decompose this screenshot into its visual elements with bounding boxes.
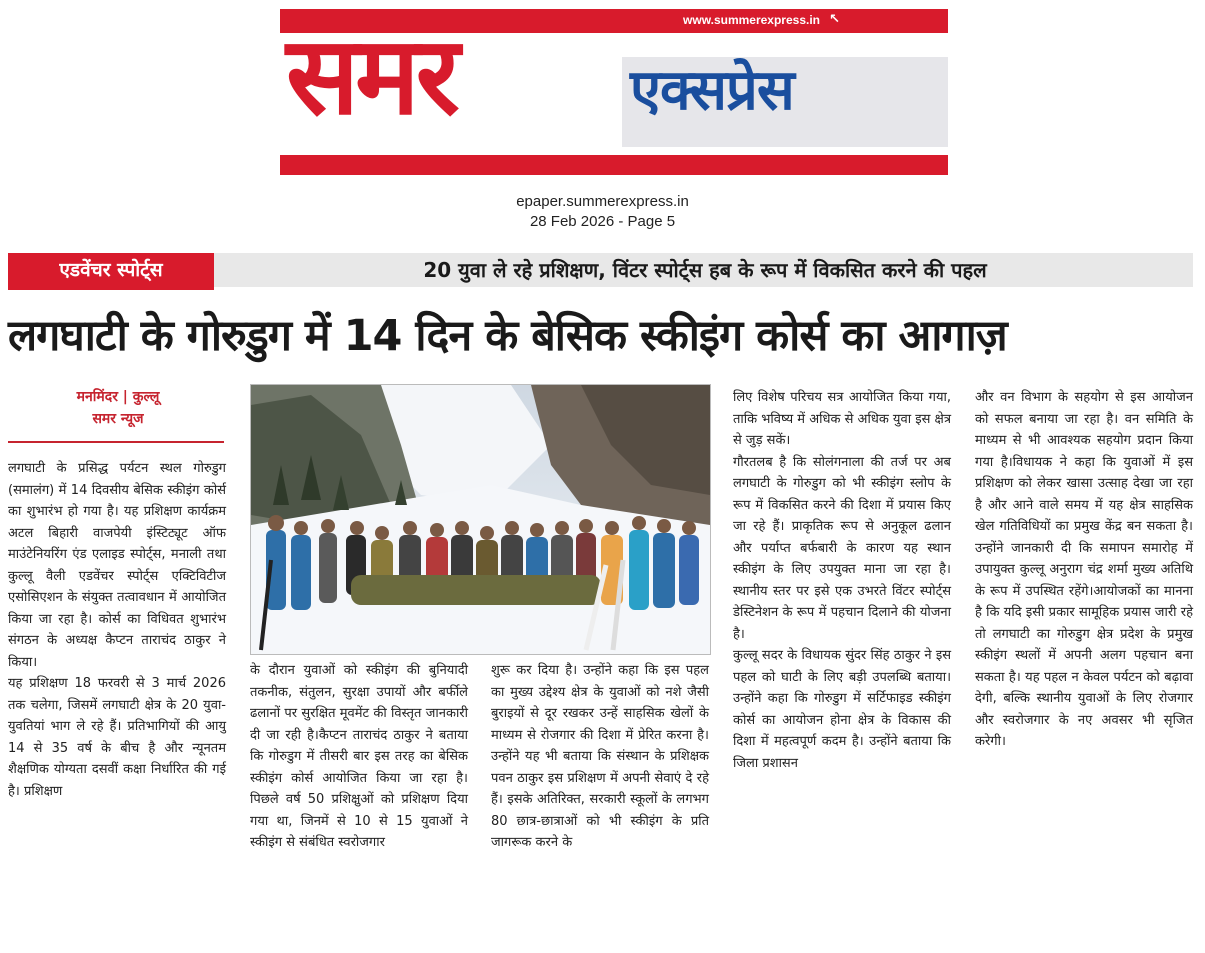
masthead-bottom-band — [280, 155, 948, 175]
masthead-panel — [280, 9, 948, 155]
paragraph: गौरतलब है कि सोलंगनाला की तर्ज पर अब लगघाटी के गोरुडुग को भी स्कीइंग स्लोप के रूप में विकसित करने की दिशा में प्रयास किए जा रहे हैं। प्राकृतिक रूप से अनुकूल ढलान और पर्याप्त बर्फबारी के कारण यह स्थान स्कीइंग के लिए उपयुक्त माना जा रहा है। स्थानीय स्तर पर इसे एक उभरते विंटर स्पोर्ट्स डेस्टिनेशन के रूप में पहचान दिलाने की योजना है। — [733, 454, 951, 642]
paragraph: लिए विशेष परिचय सत्र आयोजित किया गया, ताकि भविष्य में अधिक से अधिक युवा इस क्षेत्र से जुड़ सकें। — [733, 390, 951, 448]
article-column-2 — [250, 660, 468, 854]
byline-source: समर न्यूज — [92, 411, 144, 427]
section-tag: एडवेंचर स्पोर्ट्स — [8, 253, 214, 287]
article-column-4 — [733, 387, 951, 774]
logo-sub-text: एक्सप्रेस — [630, 58, 794, 123]
headline: लगघाटी के गोरुडुग में 14 दिन के बेसिक स्कीइंग कोर्स का आगाज़ — [8, 311, 1007, 361]
subheadline: 20 युवा ले रहे प्रशिक्षण, विंटर स्पोर्ट्स हब के रूप में विकसित करने की पहल — [423, 258, 987, 282]
ski-group-photo — [251, 385, 710, 654]
article-column-3 — [491, 660, 709, 854]
section-tag-underline — [8, 287, 214, 290]
byline — [8, 386, 228, 430]
cursor-arrow-icon: ↖ — [829, 12, 840, 27]
byline-rule — [8, 441, 224, 443]
masthead — [280, 9, 948, 175]
paragraph: यह प्रशिक्षण 18 फरवरी से 3 मार्च 2026 तक चलेगा, जिसमें लगघाटी क्षेत्र के 20 युवा-युवतियां भाग ले रहे हैं। प्रतिभागियों की आयु 14 से 35 वर्ष के बीच है और न्यूनतम शैक्षणिक योग्यता दसवीं कक्षा निर्धारित की गई है। प्रशिक्षण — [8, 676, 226, 799]
article-column-5 — [975, 387, 1193, 753]
paragraph: और वन विभाग के सहयोग से इस आयोजन को सफल बनाया जा रहा है। वन समिति के माध्यम से भी आवश्यक सहयोग प्रदान किया गया है।विधायक ने कहा कि युवाओं में इस प्रशिक्षण को लेकर खासा उत्साह देखा जा रहा है और आने वाले समय में यह क्षेत्र साहसिक खेल गतिविधियों का प्रमुख केंद्र बन सकता है। उन्होंने जानकारी दी कि समापन समारोह में उपायुक्त कुल्लू अनुराग चंद्र शर्मा मुख्य अतिथि के रूप में उपस्थित रहेंगे।आयोजकों का मानना है कि यदि इसी प्रकार सामूहिक प्रयास जारी रहे तो लगघाटी का गोरुडुग क्षेत्र प्रदेश के प्रमुख स्कीइंग स्थलों में अपनी अलग पहचान बना सकता है। यह पहल न केवल पर्यटन को बढ़ावा देगी, बल्कि स्थानीय युवाओं के लिए रोजगार और स्वरोजगार के नए अवसर भी सृजित करेगी। — [975, 390, 1193, 749]
byline-author: मनमिंदर | कुल्लू — [76, 389, 160, 405]
paragraph: लगघाटी के प्रसिद्ध पर्यटन स्थल गोरुडुग (समालंग) में 14 दिवसीय बेसिक स्कीइंग कोर्स का शुभारंभ हो गया है। यह प्रशिक्षण कार्यक्रम अटल बिहारी वाजपेयी इंस्टिट्यूट ऑफ माउंटेनियरिंग एंड एलाइड स्पोर्ट्स, मनाली तथा कुल्लू वैली एडवेंचर स्पोर्ट्स एक्टिविटीज एसोसिएशन के संयुक्त तत्वावधान में आयोजित किया जा रहा है। कोर्स का विधिवत शुभारंभ संगठन के अध्यक्ष कैप्टन ताराचंद ठाकुर ने किया। — [8, 461, 226, 670]
masthead-url[interactable]: www.summerexpress.in — [683, 13, 820, 27]
paragraph: के दौरान युवाओं को स्कीइंग की बुनियादी तकनीक, संतुलन, सुरक्षा उपायों और बर्फीले ढलानों पर सुरक्षित मूवमेंट की विस्तृत जानकारी दी जा रही है।कैप्टन ताराचंद ठाकुर ने बताया कि गोरुडुग में तीसरी बार इस तरह का बेसिक स्कीइंग कोर्स आयोजित किया जा रहा है। पिछले वर्ष 50 प्रशिक्षुओं को प्रशिक्षण दिया गया था, जिनमें से 10 से 15 युवाओं ने स्कीइंग से संबंधित स्वरोजगार — [250, 663, 468, 850]
article-photo — [250, 384, 711, 655]
logo-main-text: समर — [286, 14, 456, 139]
paragraph: शुरू कर दिया है। उन्होंने कहा कि इस पहल का मुख्य उद्देश्य क्षेत्र के युवाओं को नशे जैसी बुराइयों से दूर रखकर उन्हें साहसिक खेलों के माध्यम से रोजगार की दिशा में प्रेरित करना है।उन्होंने यह भी बताया कि संस्थान के प्रशिक्षक पवन ठाकुर इस प्रशिक्षण में अपनी सेवाएं दे रहे हैं। इसके अतिरिक्त, सरकारी स्कूलों के लगभग 80 छात्र-छात्राओं को भी स्कीइंग के प्रति जागरूक करने के — [491, 663, 709, 850]
article-column-1 — [8, 458, 226, 802]
epaper-site: epaper.summerexpress.in — [516, 193, 689, 210]
paragraph: कुल्लू सदर के विधायक सुंदर सिंह ठाकुर ने इस पहल को घाटी के लिए बड़ी उपलब्धि बताया। उन्होंने कहा कि गोरुडुग में सर्टिफाइड स्कीइंग कोर्स का आयोजन होना क्षेत्र के विकास की दिशा में महत्वपूर्ण कदम है। उन्होंने बताया कि जिला प्रशासन — [733, 648, 951, 771]
epaper-date-page: 28 Feb 2026 - Page 5 — [529, 213, 676, 230]
